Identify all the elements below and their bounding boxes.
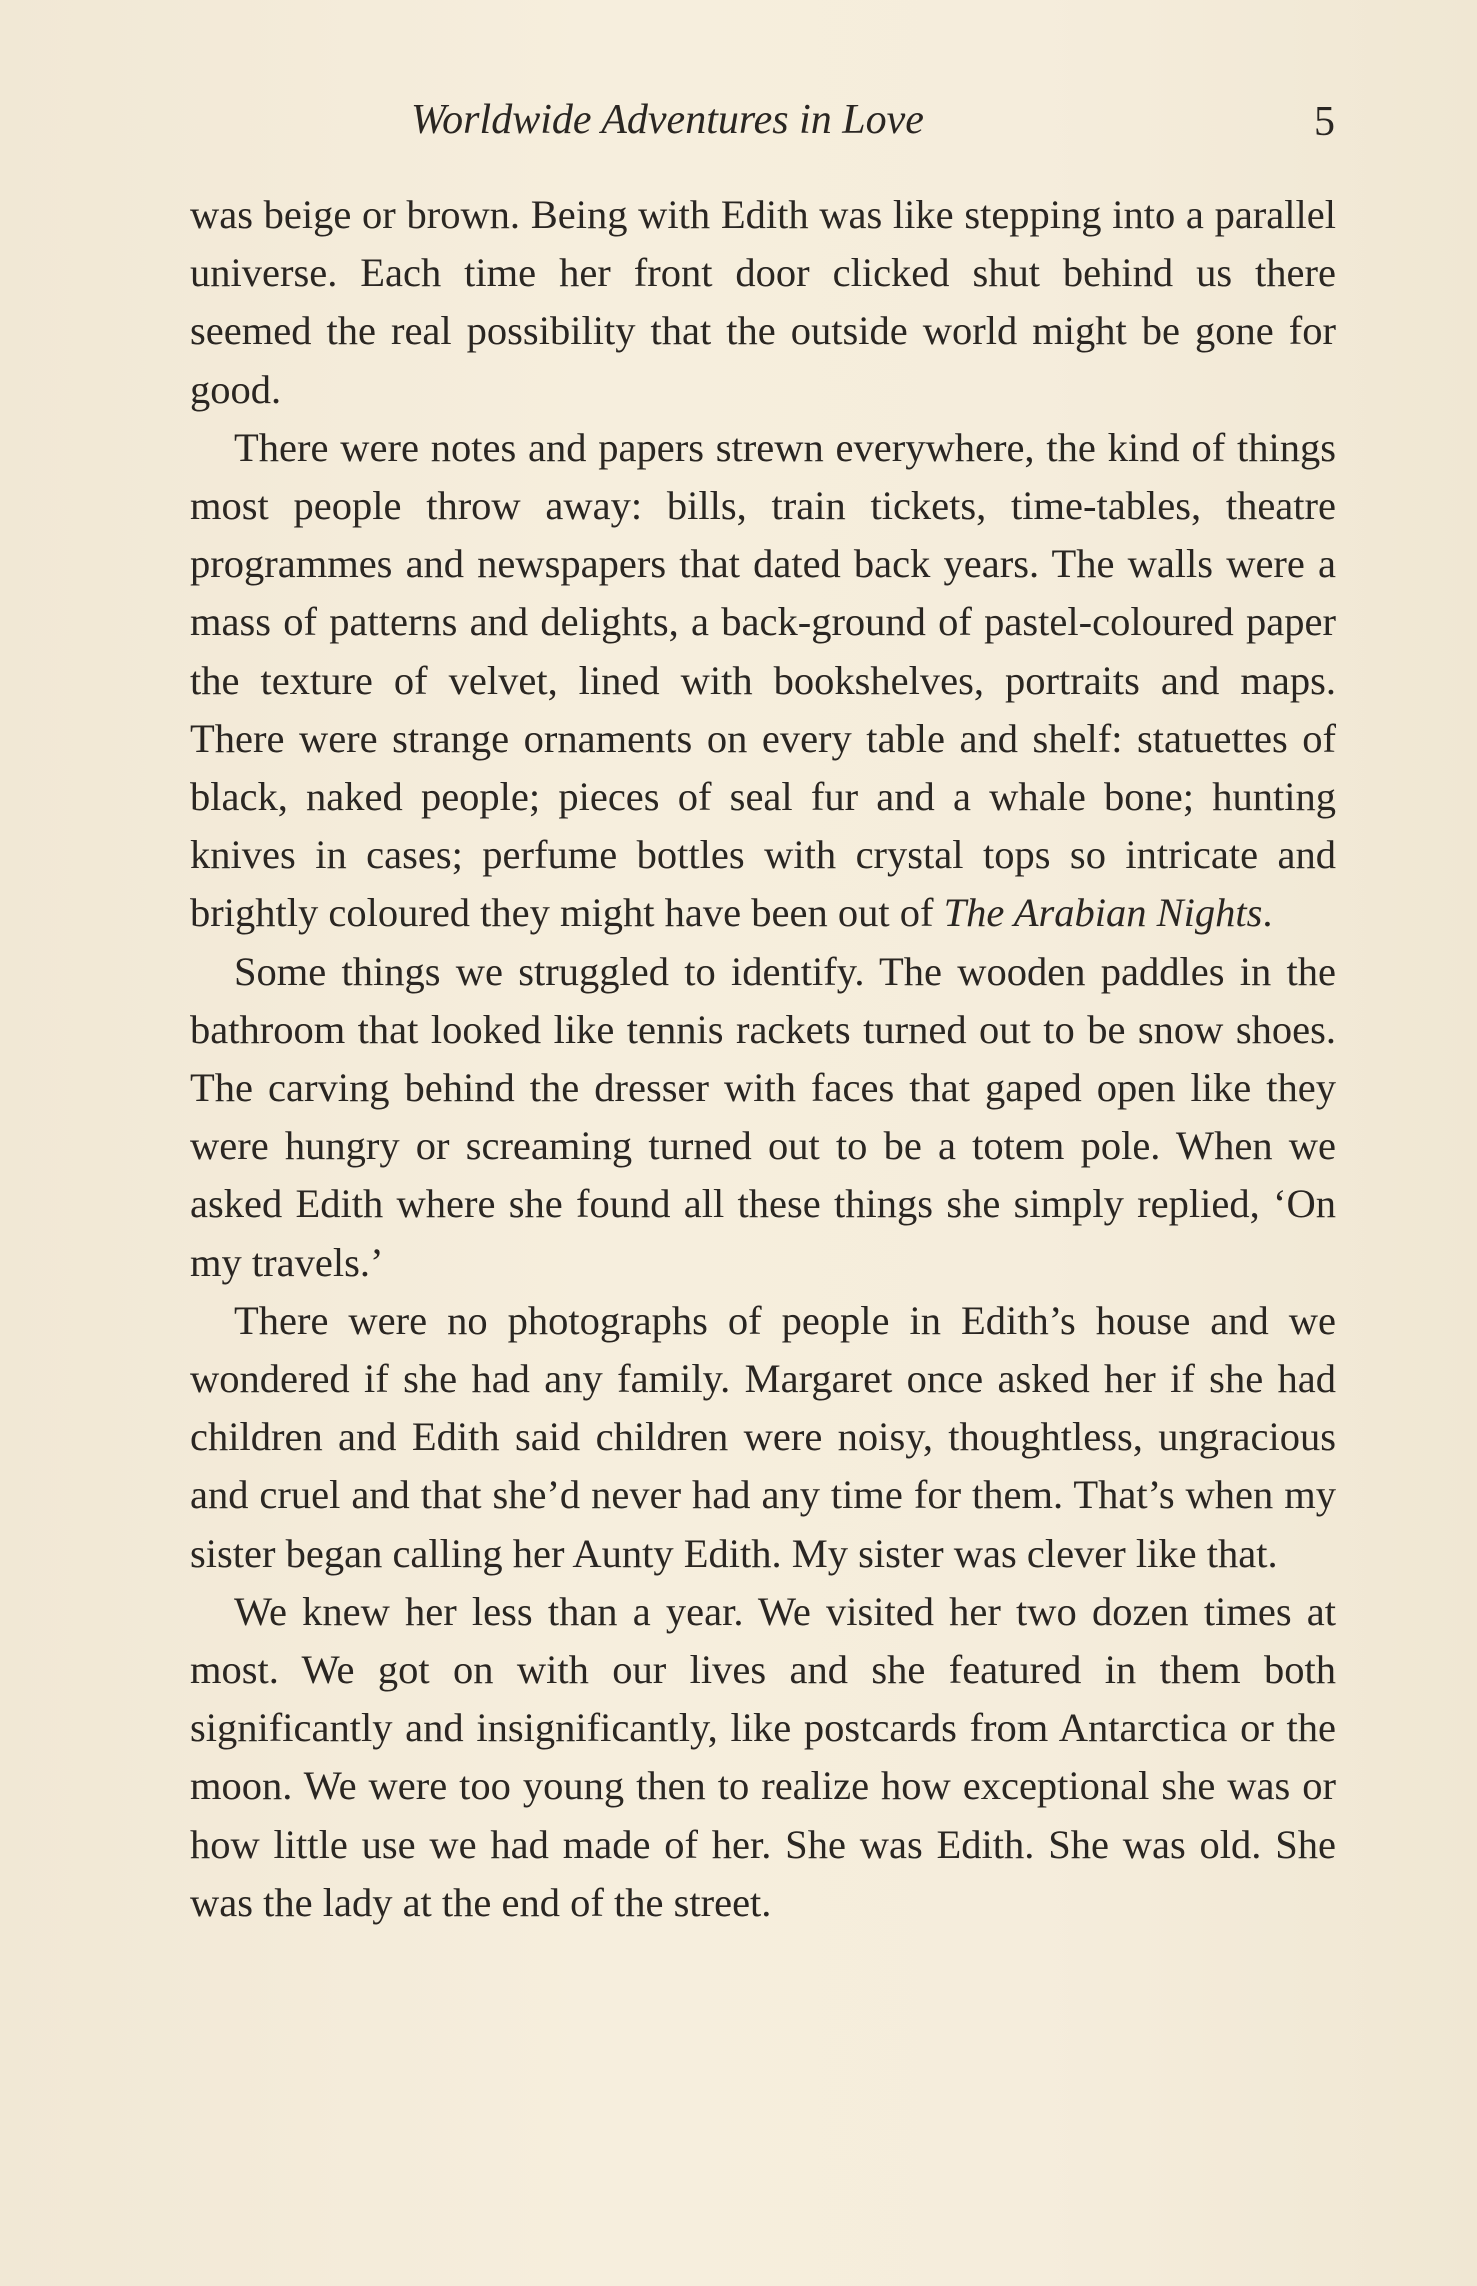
running-title: Worldwide Adventures in Love: [411, 97, 924, 143]
paragraph: Some things we struggled to identify. The wooden paddles in the bathroom that looked like tennis rackets turned out to be snow shoes. The carving behind the dresser with faces that gaped open like they were hungry or screaming turned out to be a totem pole. When we asked Edith where she found all these things she simply replied, ‘On my travels.’: [190, 948, 1336, 1285]
italic-book-title: The Arabian Nights: [943, 890, 1263, 936]
body-text: [190, 186, 1336, 1932]
paragraph: There were no photographs of people in Edith’s house and we wondered if she had any family. Margaret once asked her if she had children and Edith said children were noisy, thoughtless, ungracious and cruel and that she’d never had any time for them. That’s when my sister began calling her Aunty Edith. My sister was clever like that.: [190, 1297, 1336, 1576]
paragraph-end: .: [1262, 890, 1273, 936]
paragraph: We knew her less than a year. We visited her two dozen times at most. We got on with our lives and she featured in them both significantly and insignificantly, like postcards from Antarctica or the moon. We were too young then to realize how exceptional she was or how little use we had made of her. She was Edith. She was old. She was the lady at the end of the street.: [190, 1588, 1336, 1925]
page-header: [0, 92, 1477, 152]
paragraph: was beige or brown. Being with Edith was like stepping into a parallel universe. Each time her front door clicked shut behind us there seemed the real possibility that the outside world might be gone for good.: [190, 192, 1336, 412]
page-number: 5: [1314, 99, 1335, 145]
paragraph-text: There were notes and papers strewn everywhere, the kind of things most people throw away: bills, train tickets, time-tables, theatre programmes and newspapers that dated back years. The walls were a mass of patterns and delights, a back-ground of pastel-coloured paper the texture of velvet, lined with bookshelves, portraits and maps. There were strange ornaments on every table and shelf: statuettes of black, naked people; pieces of seal fur and a whale bone; hunting knives in cases; perfume bottles with crystal tops so intricate and brightly coloured they might have been out of: [190, 424, 1336, 936]
paragraph: [190, 419, 1336, 943]
